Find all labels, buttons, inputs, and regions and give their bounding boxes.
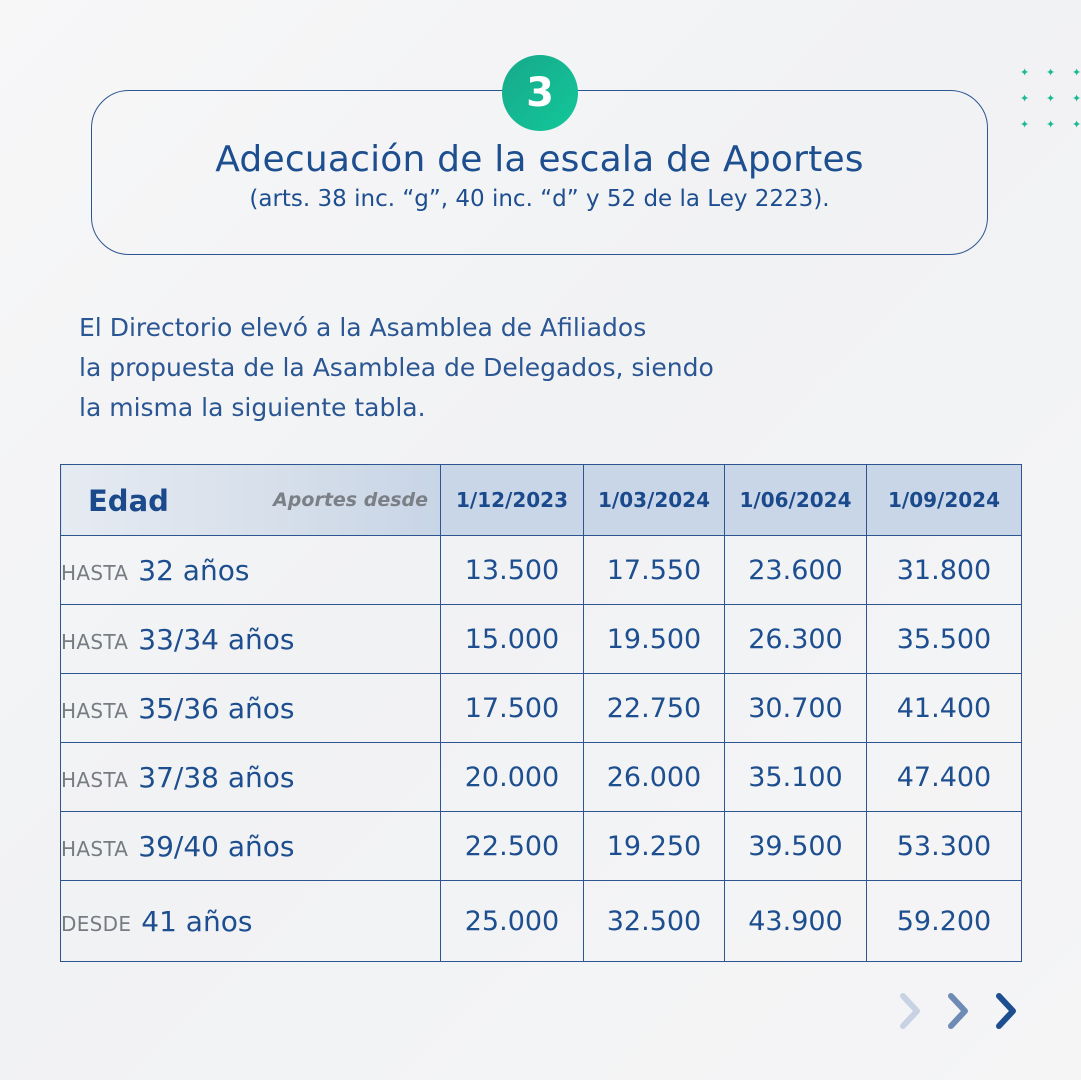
contribution-cell: 26.000 — [584, 743, 725, 812]
intro-line: la propuesta de la Asamblea de Delegados, siendo — [79, 353, 714, 382]
age-cell — [61, 743, 441, 812]
age-value: 41 años — [141, 904, 253, 938]
contribution-cell: 15.000 — [441, 605, 584, 674]
age-cell — [61, 674, 441, 743]
step-number-badge — [502, 55, 578, 131]
table-row — [61, 812, 1022, 881]
contribution-cell: 26.300 — [725, 605, 867, 674]
contribution-cell: 23.600 — [725, 536, 867, 605]
intro-line: El Directorio elevó a la Asamblea de Afiliados — [79, 313, 647, 342]
age-qualifier: HASTA — [61, 767, 129, 792]
table-row — [61, 674, 1022, 743]
date-column-header: 1/06/2024 — [725, 465, 867, 536]
contribution-cell: 35.100 — [725, 743, 867, 812]
contribution-cell: 25.000 — [441, 881, 584, 962]
edad-label: Edad — [88, 484, 169, 518]
chevron-right-icon — [895, 990, 925, 1032]
table-row — [61, 605, 1022, 674]
contribution-cell: 30.700 — [725, 674, 867, 743]
chevron-right-icon — [943, 990, 973, 1032]
step-number: 3 — [526, 70, 554, 116]
table-header-row — [61, 465, 1022, 536]
age-value: 37/38 años — [138, 760, 295, 794]
chevron-right-icon — [991, 990, 1021, 1032]
age-value: 33/34 años — [138, 622, 295, 656]
contribution-cell: 31.800 — [867, 536, 1022, 605]
contribution-cell: 22.750 — [584, 674, 725, 743]
contribution-cell: 17.550 — [584, 536, 725, 605]
age-cell — [61, 605, 441, 674]
contribution-cell: 35.500 — [867, 605, 1022, 674]
date-column-header: 1/03/2024 — [584, 465, 725, 536]
age-cell — [61, 881, 441, 962]
contribution-cell: 17.500 — [441, 674, 584, 743]
age-qualifier: DESDE — [61, 911, 132, 936]
contribution-cell: 13.500 — [441, 536, 584, 605]
table-row — [61, 536, 1022, 605]
date-column-header: 1/09/2024 — [867, 465, 1022, 536]
age-value: 39/40 años — [138, 829, 295, 863]
contribution-cell: 53.300 — [867, 812, 1022, 881]
contribution-cell: 19.250 — [584, 812, 725, 881]
age-value: 32 años — [138, 553, 250, 587]
contribution-cell: 59.200 — [867, 881, 1022, 962]
intro-paragraph — [79, 308, 839, 428]
age-cell — [61, 812, 441, 881]
sparkle-dots-icon: ✦ ✦ ✦ ✦ ✦ ✦ ✦ ✦ ✦ — [1020, 66, 1081, 131]
next-arrows[interactable] — [895, 990, 1030, 1032]
age-cell — [61, 536, 441, 605]
contribution-cell: 22.500 — [441, 812, 584, 881]
age-qualifier: HASTA — [61, 698, 129, 723]
contribution-cell: 20.000 — [441, 743, 584, 812]
page-subtitle: (arts. 38 inc. “g”, 40 inc. “d” y 52 de la Ley 2223). — [249, 186, 830, 212]
age-value: 35/36 años — [138, 691, 295, 725]
date-column-header: 1/12/2023 — [441, 465, 584, 536]
contribution-cell: 41.400 — [867, 674, 1022, 743]
aportes-desde-label: Aportes desde — [273, 489, 428, 511]
contribution-cell: 32.500 — [584, 881, 725, 962]
contributions-table — [60, 464, 1022, 962]
page-title: Adecuación de la escala de Aportes — [215, 139, 864, 180]
intro-line: la misma la siguiente tabla. — [79, 393, 426, 422]
table-row — [61, 881, 1022, 962]
age-qualifier: HASTA — [61, 836, 129, 861]
age-qualifier: HASTA — [61, 560, 129, 585]
contribution-cell: 43.900 — [725, 881, 867, 962]
table-row — [61, 743, 1022, 812]
contribution-cell: 19.500 — [584, 605, 725, 674]
contribution-cell: 47.400 — [867, 743, 1022, 812]
age-column-header — [61, 465, 441, 536]
age-qualifier: HASTA — [61, 629, 129, 654]
contribution-cell: 39.500 — [725, 812, 867, 881]
